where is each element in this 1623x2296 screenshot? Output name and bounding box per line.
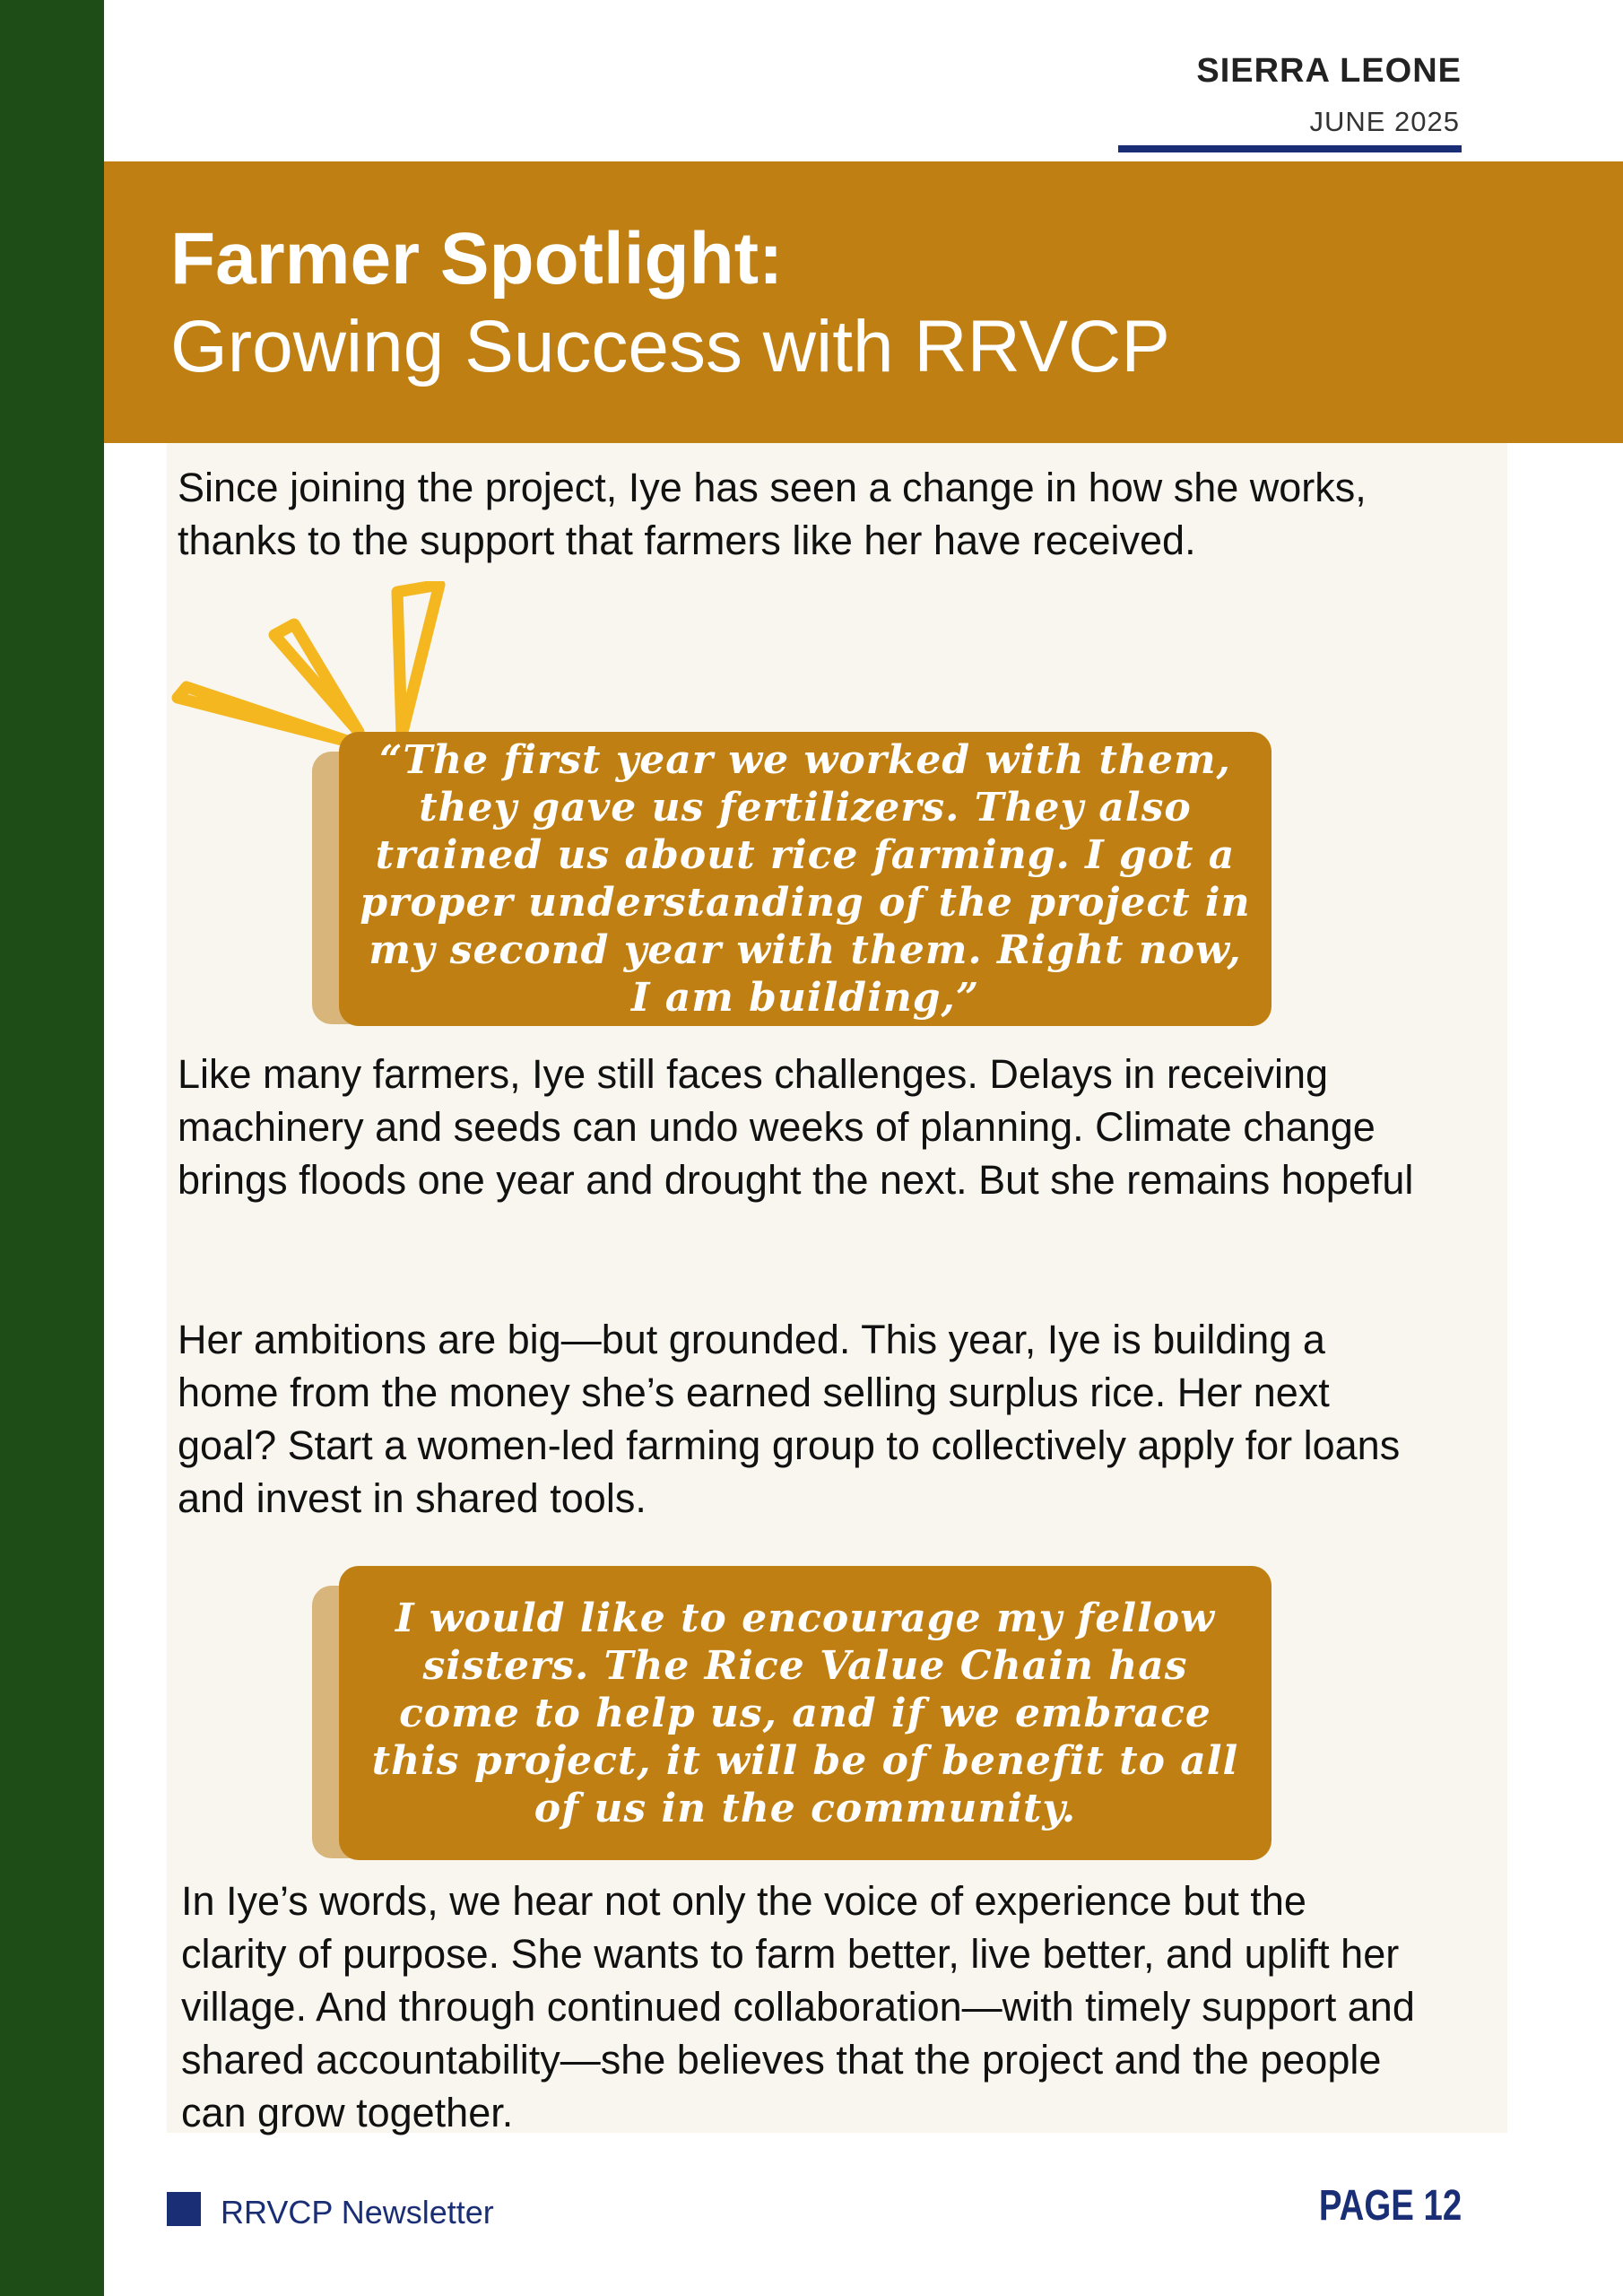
article-paragraph-3: Her ambitions are big—but grounded. This year, Iye is building a home from the money she’s earned selling surplus rice. Her next goal? Start a women-led farming group to collectively apply for loans and invest in shared tools. [178,1317,1401,1521]
title-banner [104,161,1623,443]
article-paragraph-2: Like many farmers, Iye still faces challenges. Delays in receiving machinery and seeds can undo weeks of planning. Climate change brings floods one year and drought the next. But she remains hopeful [178,1051,1414,1203]
quote-callout-2 [312,1566,1271,1858]
article-paragraph-1: Since joining the project, Iye has seen a change in how she works, thanks to the support that farmers like her have received. [178,465,1367,563]
page-number: PAGE 12 [1318,2182,1462,2230]
header-country: SIERRA LEONE [1196,52,1462,90]
quote-box [339,732,1271,1026]
header-date: JUNE 2025 [1309,106,1460,137]
footer-newsletter-label: RRVCP Newsletter [221,2194,494,2231]
quote-text-2: I would like to encourage my fellow sisters. The Rice Value Chain has come to help us, and if we embrace this project, it will be of benefit to all of us in the community. [371,1595,1239,1831]
page-subtitle: Growing Success with RRVCP [170,306,1170,387]
left-sidebar-stripe [0,0,104,2296]
header-rule [1118,145,1462,152]
quote-box [339,1566,1271,1860]
square-icon [167,2192,201,2226]
article-paragraph-4: In Iye’s words, we hear not only the voice of experience but the clarity of purpose. She wants to farm better, live better, and uplift her village. And through continued collaboration—with timely support and shared accountability—she believes that the project and the people can grow together. [181,1878,1415,2135]
quote-text-1: “The first year we worked with them, they gave us fertilizers. They also trained us about rice farming. I got a proper understanding of the project in my second year with them. Right now, I am building,” [360,737,1251,1021]
quote-callout-1 [312,732,1271,1024]
page-title: Farmer Spotlight: [170,218,784,300]
